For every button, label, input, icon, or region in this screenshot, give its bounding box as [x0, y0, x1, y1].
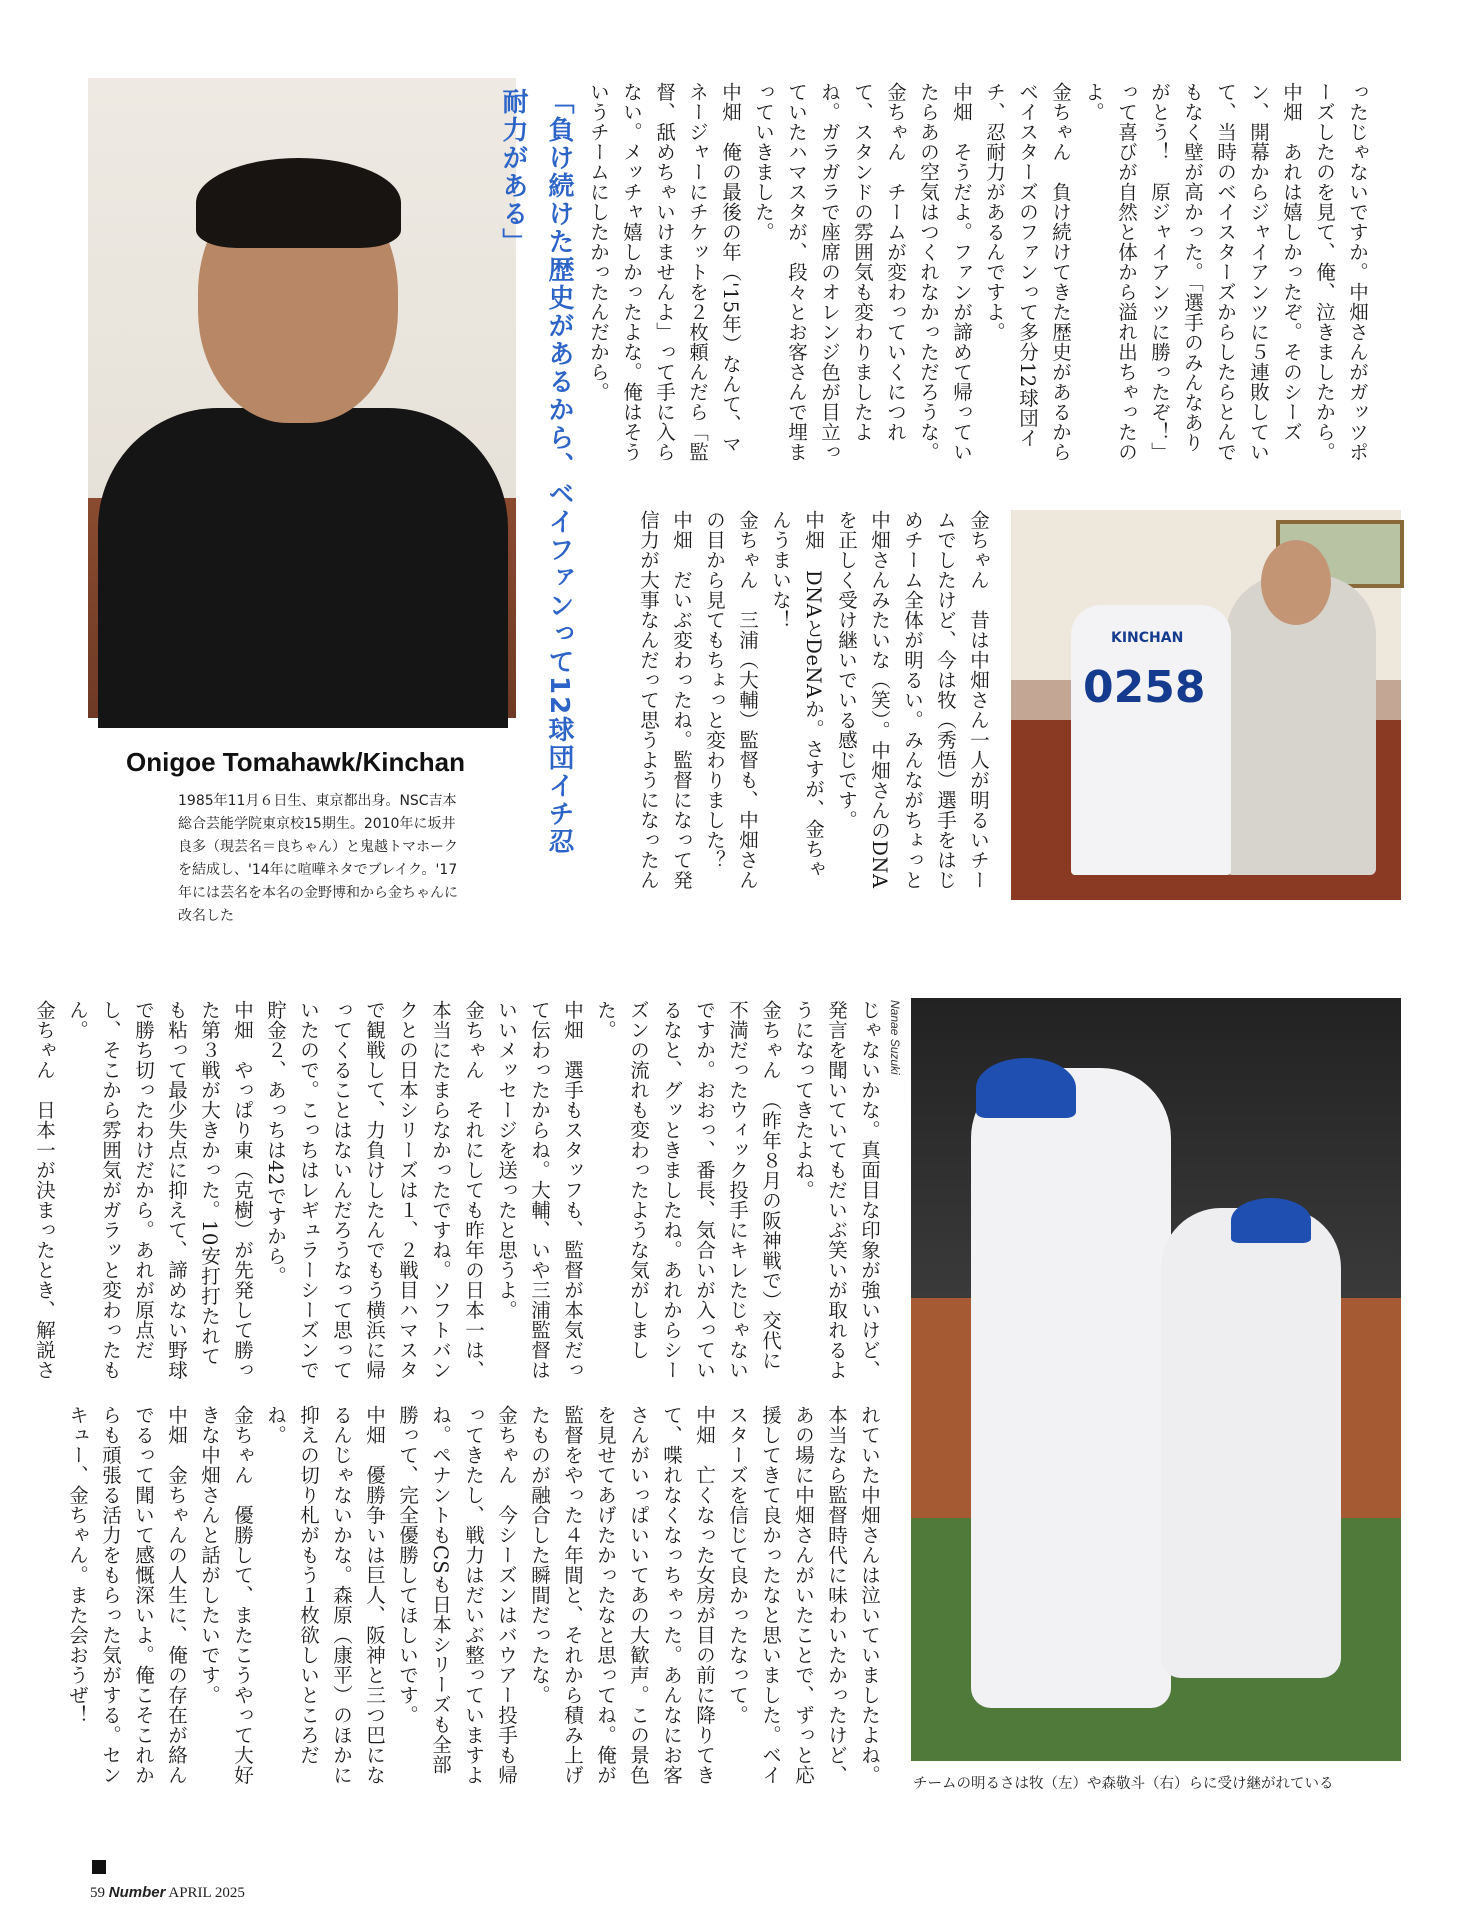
pull-quote: 「負け続けた歴史があるから、ベイファンって12球団イチ忍耐力がある」 [498, 88, 574, 857]
portrait-photo [88, 78, 516, 718]
page-number: 59 [90, 1885, 105, 1901]
jersey-name: KINCHAN [1111, 630, 1184, 646]
magazine-name: Number [108, 1884, 166, 1901]
profile-name: Onigoe Tomahawk/Kinchan [126, 747, 466, 777]
body-column-1: ったじゃないですか。中畑さんがガッツポーズしたのを見て、俺、泣きましたから。 中畑 あれは嬉しかったぞ。そのシーズン、開幕からジャイアンツに５連敗していて、当時のベイスターズからしたらとんでもなく壁が高かった。「選手のみんなありがとう！ 原ジャイアンツに勝ったぞ！」って喜びが自然と体から溢れ出ちゃったのよ。 金ちゃん 負け続けてきた歴史があるからベイスターズのファンって多分12球団イチ、忍耐力があるんですよ。 中畑 そうだよ。ファンが諦めて帰っていたらあの空気はつくれなかっただろうな。 金ちゃん チームが変わっていくにつれて、スタンドの雰囲気も変わりましたよね。ガラガラで座席のオレンジ色が目立っていたハマスタが、段々とお客さんで埋まっていきました。 中畑 俺の最後の年（'15年）なんて、マネージャーにチケットを２枚頼んだら「監督、舐めちゃいけませんよ」って手に入らない。メッチャ嬉しかったよな。俺はそういうチームにしたかったんだから。 [587, 82, 1369, 462]
jersey-number: 0258 [1083, 662, 1206, 713]
players-photo [911, 998, 1401, 1761]
photo-credit: Nanae Suzuki [888, 1000, 902, 1075]
profile-bio: 1985年11月６日生、東京都出身。NSC吉本総合芸能学院東京校15期生。2010年に坂井良多（現芸名＝良ちゃん）と鬼越トマホークを結成し、'14年に喧嘩ネタでブレイク。'17年には芸名を本名の金野博和から金ちゃんに改名した [178, 793, 458, 924]
body-column-4: れていた中畑さんは泣いていましたよね。本当なら監督時代に味わいたかったけど、あの場に中畑さんがいたことで、ずっと応援してきて良かったなと思いました。ベイスターズを信じて良かったなって。 中畑 亡くなった女房が目の前に降りてきて、喋れなくなっちゃった。あんなにお客さんがいっぱいいてあの大歓声。この景色を見せてあげたかったなと思ってね。俺が監督をやった４年間と、それから積み上げたものが融合した瞬間だったな。 金ちゃん 今シーズンはバウアー投手も帰ってきたし、戦力はだいぶ整っていますよね。ペナントもCSも日本シリーズも全部勝って、完全優勝してほしいです。 中畑 優勝争いは巨人、阪神と三つ巴になるんじゃないかな。森原（康平）のほかに抑えの切り札がもう１枚欲しいところだね。 金ちゃん 優勝して、またこうやって大好きな中畑さんと話がしたいです。 中畑 金ちゃんの人生に、俺の存在が絡んでるって聞いて感慨深いよ。俺こそこれからも頑張る活力をもらった気がする。センキュー、金ちゃん。また会おうぜ！ [66, 1405, 881, 1785]
body-column-3: じゃないかな。真面目な印象が強いけど、発言を聞いていてもだいぶ笑いが取れるようになってきたよね。 金ちゃん （昨年８月の阪神戦で）交代に不満だったウィック投手にキレたじゃないですか。おおっ、番長、気合いが入っているなと、グッときましたね。あれからシーズンの流れも変わったような気がしました。 中畑 選手もスタッフも、監督が本気だって伝わったからね。大輔、いや三浦監督はいいメッセージを送ったと思うよ。 金ちゃん それにしても昨年の日本一は、本当にたまらなかったですね。ソフトバンクとの日本シリーズは１、２戦目ハマスタで観戦して、力負けしたんでもう横浜に帰ってくることはないんだろうなって思っていたので。こっちはレギュラーシーズンで貯金２、あっちは42ですから。 中畑 やっぱり東（克樹）が先発して勝った第３戦が大きかった。10安打打たれても粘って最少失点に抑えて、諦めない野球で勝ち切ったわけだから。あれが原点だし、そこから雰囲気がガラッと変わったもん。 金ちゃん 日本一が決まったとき、解説さ [33, 1000, 881, 1380]
issue-date: APRIL 2025 [168, 1885, 245, 1901]
body-column-2: 金ちゃん 昔は中畑さん一人が明るいチームでしたけど、今は牧（秀悟）選手をはじめチーム全体が明るい。みんながちょっと中畑さんみたいな（笑）。中畑さんのDNAを正しく受け継いでいる感じです。 中畑 DNAとDeNAか。さすが、金ちゃんうまいな！ 金ちゃん 三浦（大輔）監督も、中畑さんの目から見てもちょっと変わりました？ 中畑 だいぶ変わったね。監督になって発信力が大事なんだって思うようになったん [637, 510, 990, 890]
photo-caption: チームの明るさは牧（左）や森敬斗（右）らに受け継がれている [913, 1776, 1334, 1792]
jersey-photo [1011, 510, 1401, 900]
folio [90, 1884, 245, 1902]
end-mark [92, 1860, 106, 1874]
